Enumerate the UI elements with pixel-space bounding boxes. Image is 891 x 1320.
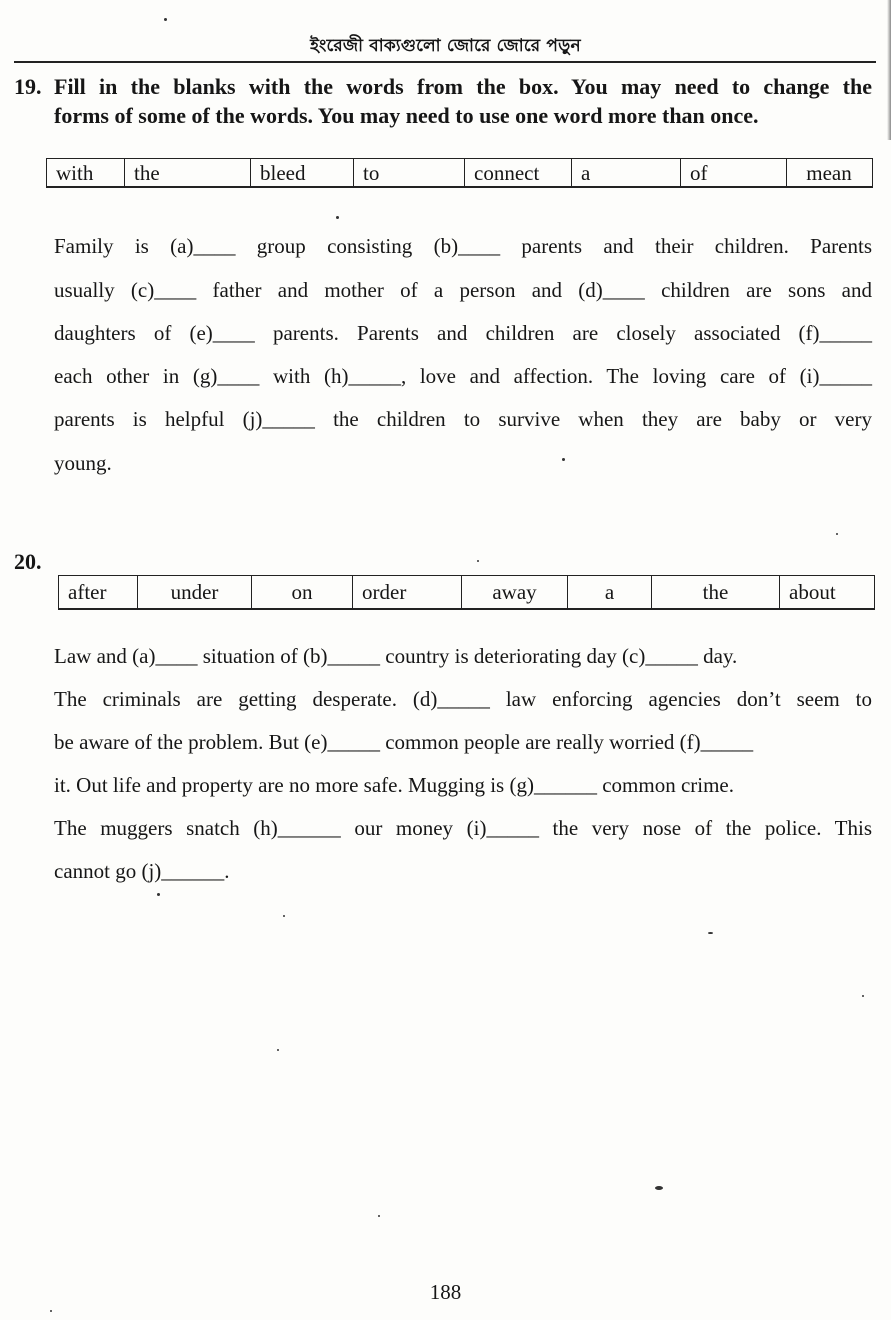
word-box-cell: to [354, 159, 465, 186]
word-box-cell: after [59, 576, 138, 608]
question-20-passage-line: cannot go (j)______. [54, 859, 230, 883]
question-19-passage-line: usually (c)____ father and mother of a person and (d)____ children are sons and [54, 278, 872, 302]
question-19-passage-line: each other in (g)____ with (h)_____, love and affection. The loving care of (i)_____ [54, 364, 872, 388]
word-box-cell: a [572, 159, 681, 186]
page-number: 188 [429, 1280, 462, 1304]
word-box-cell: away [462, 576, 568, 608]
question-19-number: 19. [14, 74, 42, 99]
question-20-passage-line: Law and (a)____ situation of (b)_____ country is deteriorating day (c)_____ day. [54, 644, 738, 668]
word-box-cell: a [568, 576, 652, 608]
word-box-cell: order [353, 576, 462, 608]
scan-shadow-edge [887, 0, 891, 140]
question-19-instruction-line-1: Fill in the blanks with the words from the box. You may need to change the [54, 74, 872, 99]
word-box-cell: with [47, 159, 125, 186]
header-divider [14, 61, 876, 63]
question-19-passage-line: daughters of (e)____ parents. Parents and children are closely associated (f)_____ [54, 321, 872, 345]
question-19-instruction-line-2: forms of some of the words. You may need to use one word more than once. [54, 103, 759, 128]
word-box-cell: under [138, 576, 252, 608]
word-box-cell: about [789, 580, 836, 604]
question-19-passage-line: parents is helpful (j)_____ the children to survive when they are baby or very [54, 407, 872, 431]
word-box-cell: of [681, 159, 787, 186]
question-20-passage-line: The criminals are getting desperate. (d)_____ law enforcing agencies don’t seem to [54, 687, 872, 711]
question-19-word-box [46, 158, 873, 188]
word-box-cell: the [652, 576, 780, 608]
question-20-passage-line: The muggers snatch (h)______ our money (i)_____ the very nose of the police. This [54, 816, 872, 840]
question-20-number: 20. [14, 549, 42, 574]
question-20-passage-line: it. Out life and property are no more safe. Mugging is (g)______ common crime. [54, 773, 734, 797]
word-box-cell: mean [806, 161, 852, 185]
question-20-word-box [58, 575, 875, 610]
word-box-cell: the [125, 159, 251, 186]
question-20-passage-line: be aware of the problem. But (e)_____ common people are really worried (f)_____ [54, 730, 754, 754]
page-header-title: ইংরেজী বাক্যগুলো জোরে জোরে পড়ুন [310, 36, 581, 56]
question-19-passage-line: Family is (a)____ group consisting (b)____ parents and their children. Parents [54, 234, 872, 258]
word-box-cell: connect [465, 159, 572, 186]
question-19-passage-line: young. [54, 451, 112, 475]
word-box-cell: on [252, 576, 353, 608]
word-box-cell: bleed [251, 159, 354, 186]
